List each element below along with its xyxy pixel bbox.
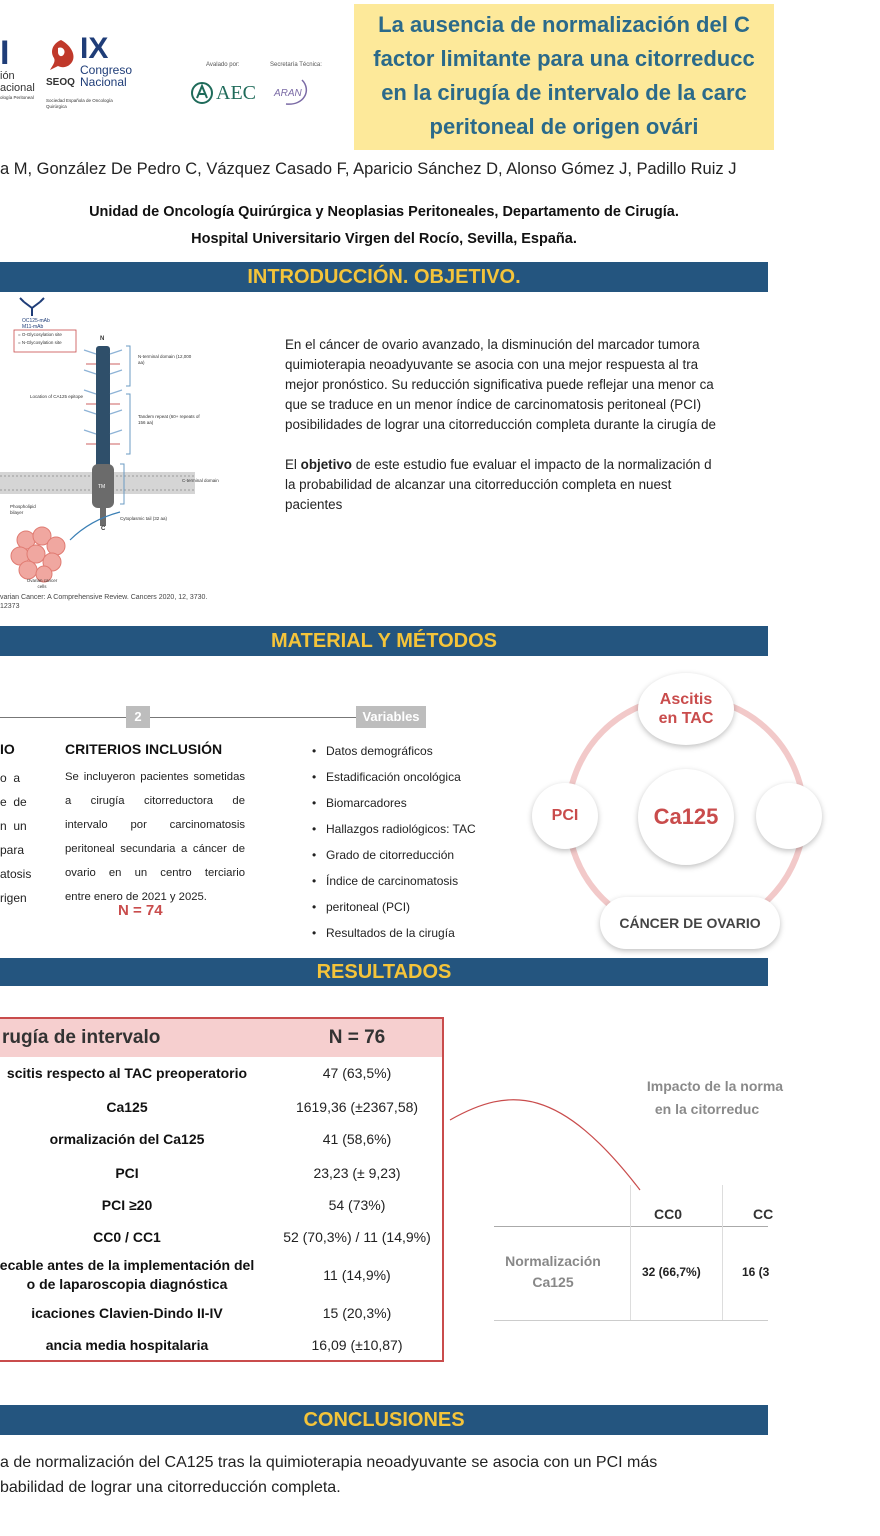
row-value: 11 (14,9%) bbox=[323, 1267, 391, 1283]
row-label-line2: o de laparoscopia diagnóstica bbox=[26, 1276, 228, 1292]
title-box bbox=[354, 4, 774, 150]
timeline-line bbox=[0, 717, 360, 718]
table-header-value: N = 76 bbox=[328, 1027, 386, 1048]
col1-fragment: rigen bbox=[0, 891, 27, 905]
row-value: 52 (70,3%) / 11 (14,9%) bbox=[283, 1229, 431, 1245]
row-label: ecable antes de la implementación del bbox=[0, 1257, 255, 1273]
row-label-line: Ca125 bbox=[532, 1274, 574, 1290]
fig-phospho-label: Phospholipid bilayer bbox=[10, 504, 36, 515]
fig-cells-label: Ovarian cancer cells bbox=[26, 578, 58, 589]
variable-item: • Índice de carcinomatosis bbox=[312, 868, 476, 894]
intro-line: En el cáncer de ovario avanzado, la disminución del marcador tumora bbox=[285, 337, 700, 352]
col1-fragment: para bbox=[0, 843, 25, 857]
congress-logo bbox=[80, 34, 140, 89]
impact-title: Impacto de la norma bbox=[646, 1078, 784, 1094]
aran-logo bbox=[272, 78, 312, 108]
normalization-row-label bbox=[494, 1251, 612, 1293]
node-pci: PCI bbox=[532, 783, 598, 849]
fig-n-term-label: N-terminal domain (12,000 aa) bbox=[138, 354, 192, 365]
row-label: Ca125 bbox=[106, 1099, 148, 1115]
title-line: La ausencia de normalización del C bbox=[378, 12, 750, 37]
fig-location-label: Location of CA125 epitope bbox=[30, 394, 84, 399]
conclusion-line: babilidad de lograr una citorreducción completa. bbox=[0, 1479, 341, 1496]
variable-item: • Grado de citorreducción bbox=[312, 842, 476, 868]
row-label: PCI bbox=[115, 1165, 139, 1181]
row-value: 41 (58,6%) bbox=[322, 1131, 392, 1147]
node-ca125: Ca125 bbox=[638, 769, 734, 865]
row-value: 47 (63,5%) bbox=[322, 1065, 392, 1081]
reunion-logo-letter: I bbox=[0, 34, 10, 72]
criteria-line: Se incluyeron pacientes sometidas bbox=[65, 771, 245, 783]
variables-list bbox=[312, 738, 476, 946]
fig-tm-label: TM bbox=[98, 484, 106, 490]
impact-title: en la citorreduc bbox=[654, 1101, 760, 1117]
variable-item: • peritoneal (PCI) bbox=[312, 894, 476, 920]
table-header-label: rugía de intervalo bbox=[2, 1027, 161, 1048]
n-value: N = 74 bbox=[118, 902, 163, 919]
aran-name: ARAN bbox=[274, 88, 302, 99]
objective-bold: objetivo bbox=[300, 457, 352, 472]
cc-table-bottom bbox=[494, 1320, 768, 1321]
row-label-line: Normalización bbox=[505, 1253, 601, 1269]
criteria-text bbox=[65, 765, 245, 909]
cc-header-partial: CC bbox=[753, 1206, 774, 1222]
col1-fragment: atosis bbox=[0, 867, 32, 881]
cc-value-partial: 16 (3 bbox=[742, 1265, 770, 1279]
col1-fragment: n un bbox=[0, 819, 27, 833]
col1-fragments bbox=[0, 766, 42, 910]
reunion-logo bbox=[0, 36, 40, 102]
aec-emblem-icon bbox=[190, 80, 214, 106]
node-right-partial bbox=[756, 783, 822, 849]
reunion-logo-line: ión bbox=[0, 70, 15, 82]
row-label: ancia media hospitalaria bbox=[45, 1337, 209, 1353]
intro-line: pacientes bbox=[285, 497, 343, 512]
intro-line: la probabilidad de alcanzar una citorreducción completa en nuest bbox=[285, 477, 672, 492]
row-label: PCI ≥20 bbox=[101, 1197, 153, 1213]
aec-name: AEC bbox=[216, 82, 256, 104]
row-label: CC0 / CC1 bbox=[93, 1229, 161, 1245]
objective-prefix: El bbox=[285, 457, 301, 472]
node-ascitis: Ascitis en TAC bbox=[638, 673, 734, 745]
row-value: 54 (73%) bbox=[328, 1197, 386, 1213]
table-header bbox=[0, 1019, 442, 1057]
criteria-line: intervalo por carcinomatosis bbox=[65, 819, 245, 831]
objective-rest: de este estudio fue evaluar el impacto de la normalización d bbox=[351, 457, 712, 472]
conclusions-heading: CONCLUSIONES bbox=[0, 1405, 768, 1435]
results-heading: RESULTADOS bbox=[0, 958, 768, 986]
row-label: icaciones Clavien-Dindo II-IV bbox=[31, 1305, 223, 1321]
intro-line: quimioterapia neoadyuvante se asocia con una mejor respuesta al tra bbox=[285, 357, 699, 372]
seoq-logo bbox=[46, 38, 78, 98]
col1-heading: IO bbox=[0, 741, 15, 757]
step-2-badge: 2 bbox=[126, 706, 150, 728]
title-line: peritoneal de origen ovári bbox=[429, 114, 699, 139]
cc-table bbox=[494, 1226, 768, 1227]
affiliation-line: Hospital Universitario Virgen del Rocío, Sevilla, España. bbox=[191, 231, 577, 247]
authors: a M, González De Pedro C, Vázquez Casado F, Aparicio Sánchez D, Alonso Gómez J, Padillo Ruiz J bbox=[0, 160, 737, 178]
cycle-diagram bbox=[520, 665, 768, 955]
ca125-figure bbox=[0, 294, 255, 614]
intro-line: mejor pronóstico. Su reducción significativa puede reflejar una menor ca bbox=[285, 377, 714, 392]
fig-o-glyco-label: = O-Glycosylation site bbox=[18, 332, 62, 337]
fig-c-letter: C bbox=[101, 526, 106, 532]
intro-line: posibilidades de lograr una citorreducción completa durante la cirugía de bbox=[285, 417, 716, 432]
endorsed-label: Avalado por: bbox=[206, 62, 240, 68]
row-label: ormalización del Ca125 bbox=[49, 1131, 205, 1147]
cc-divider bbox=[722, 1185, 723, 1320]
objective-line bbox=[285, 456, 785, 474]
reunion-logo-line: ología Peritoneal bbox=[0, 95, 34, 100]
criteria-line: peritoneal secundaria a cáncer de bbox=[65, 843, 245, 855]
row-label: scitis respecto al TAC preoperatorio bbox=[6, 1065, 248, 1081]
variable-item: • Datos demográficos bbox=[312, 738, 476, 764]
congress-line1: Congreso bbox=[80, 63, 133, 77]
seoq-emblem-icon bbox=[46, 38, 76, 72]
criteria-line: a cirugía citorreductora de bbox=[65, 795, 245, 807]
row-value: 16,09 (±10,87) bbox=[311, 1337, 403, 1353]
fig-n-letter: N bbox=[100, 336, 105, 342]
col1-fragment: e de bbox=[0, 795, 27, 809]
fig-tandem-label: Tandem repeat (60+ repeats of 156 aa) bbox=[138, 414, 200, 425]
aec-logo bbox=[190, 80, 260, 108]
col1-fragment: o a bbox=[0, 771, 21, 785]
fig-citation: 12373 bbox=[0, 603, 20, 610]
conclusion-line: a de normalización del CA125 tras la quimioterapia neoadyuvante se asocia con un PCI más bbox=[0, 1454, 658, 1471]
fig-cyto-label: Cytoplasmic tail (32 aa) bbox=[120, 516, 168, 521]
criteria-heading: CRITERIOS INCLUSIÓN bbox=[65, 741, 223, 757]
cc-divider bbox=[630, 1185, 631, 1320]
node-cancer: CÁNCER DE OVARIO bbox=[600, 897, 780, 949]
fig-citation: varian Cancer: A Comprehensive Review. Cancers 2020, 12, 3730. bbox=[0, 594, 208, 601]
cc0-header: CC0 bbox=[654, 1206, 683, 1222]
congress-line2: Nacional bbox=[80, 75, 127, 89]
criteria-line: ovario en un centro terciario bbox=[65, 867, 245, 879]
title-line: factor limitante para una citorreducc bbox=[373, 46, 755, 71]
reunion-logo-line: acional bbox=[0, 82, 35, 94]
secretariat-label: Secretaría Técnica: bbox=[270, 62, 322, 68]
results-table bbox=[0, 1017, 444, 1362]
variable-item: • Estadificación oncológica bbox=[312, 764, 476, 790]
ca125-molecule-diagram bbox=[0, 294, 255, 594]
congress-numeral: IX bbox=[80, 32, 109, 65]
variables-badge: Variables bbox=[356, 706, 426, 728]
affiliation-line: Unidad de Oncología Quirúrgica y Neoplasias Peritoneales, Departamento de Cirugía. bbox=[89, 204, 679, 220]
methods-heading: MATERIAL Y MÉTODOS bbox=[0, 626, 768, 656]
fig-n-glyco-label: = N-Glycosylation site bbox=[18, 340, 62, 345]
seoq-acronym: SEOQ bbox=[46, 77, 75, 88]
title-line: en la cirugía de intervalo de la carc bbox=[381, 80, 747, 105]
row-value: 15 (20,3%) bbox=[322, 1305, 392, 1321]
cc0-value: 32 (66,7%) bbox=[642, 1265, 701, 1279]
fig-antibody-label: OC125-mAb M11-mAb bbox=[22, 318, 50, 330]
criteria-line: entre enero de 2021 y 2025. bbox=[65, 891, 207, 903]
row-value: 1619,36 (±2367,58) bbox=[295, 1099, 419, 1115]
variable-item: • Biomarcadores bbox=[312, 790, 476, 816]
intro-line: que se traduce en un menor índice de carcinomatosis peritoneal (PCI) bbox=[285, 397, 702, 412]
variable-item: • Resultados de la cirugía bbox=[312, 920, 476, 946]
fig-c-term-label: C-terminal domain bbox=[182, 478, 219, 483]
variable-item: • Hallazgos radiológicos: TAC bbox=[312, 816, 476, 842]
seoq-subtitle: Sociedad Española de Oncología Quirúrgica bbox=[46, 98, 113, 109]
row-value: 23,23 (± 9,23) bbox=[313, 1165, 401, 1181]
intro-heading: INTRODUCCIÓN. OBJETIVO. bbox=[0, 262, 768, 292]
